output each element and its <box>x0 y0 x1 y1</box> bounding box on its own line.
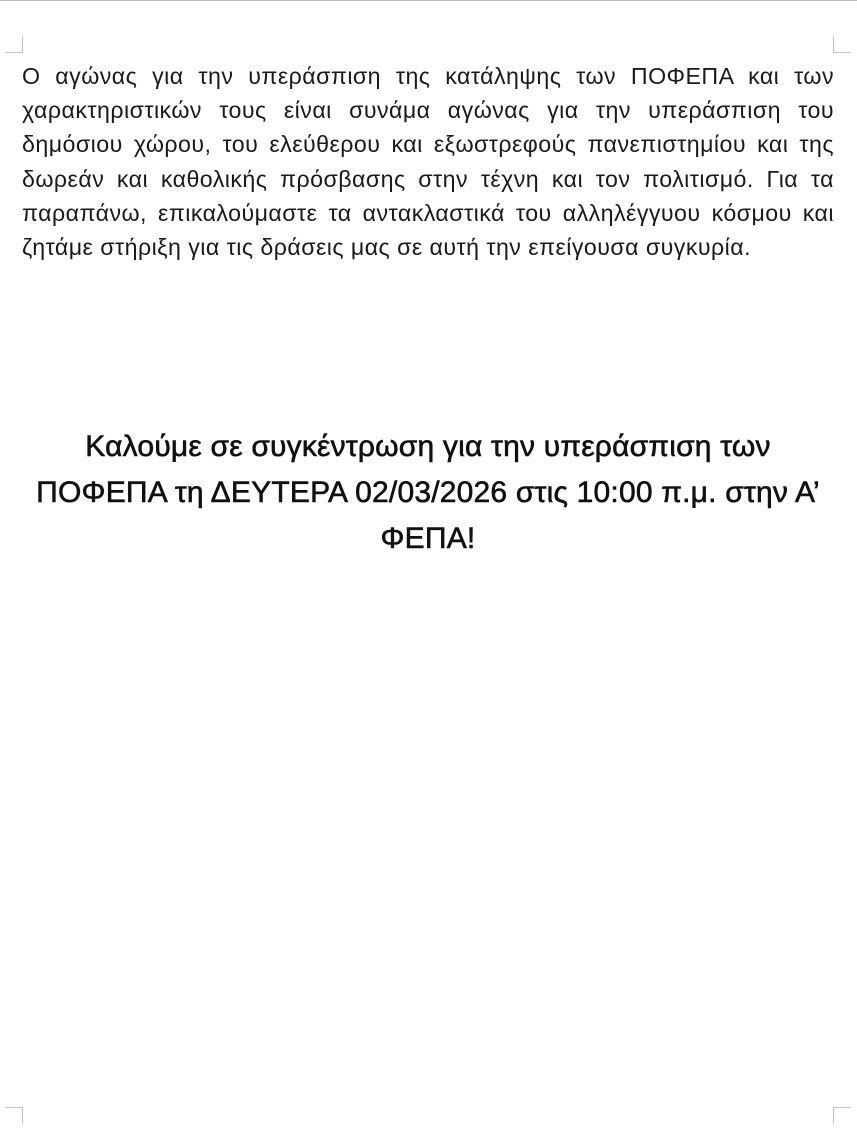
margin-corner-top-right <box>833 36 850 53</box>
call-to-action-heading: Καλούμε σε συγκέντρωση για την υπεράσπιση των ΠΟΦΕΠΑ τη ΔΕΥΤΕΡΑ 02/03/2026 στις 10:00 π.μ. στην Α’ ΦΕΠΑ! <box>36 430 820 555</box>
margin-corner-bottom-left <box>6 1107 23 1124</box>
margin-corner-top-left <box>6 36 23 53</box>
body-paragraph: Ο αγώνας για την υπεράσπιση της κατάληψης των ΠΟΦΕΠΑ και των χαρακτηριστικών τους είναι συνάμα αγώνας για την υπεράσπιση του δημόσιου χώρου, του ελεύθερου και εξωστρεφούς πανεπιστημίου και της δωρεάν και καθολικής πρόσβασης στην τέχνη και τον πολιτισμό. Για τα παραπάνω, επικαλούμαστε τα αντακλαστικά του αλληλέγγυου κόσμου και ζητάμε στήριξη για τις δράσεις μας σε αυτή την επείγουσα συγκυρία. <box>22 63 834 261</box>
margin-corner-bottom-right <box>833 1107 850 1124</box>
